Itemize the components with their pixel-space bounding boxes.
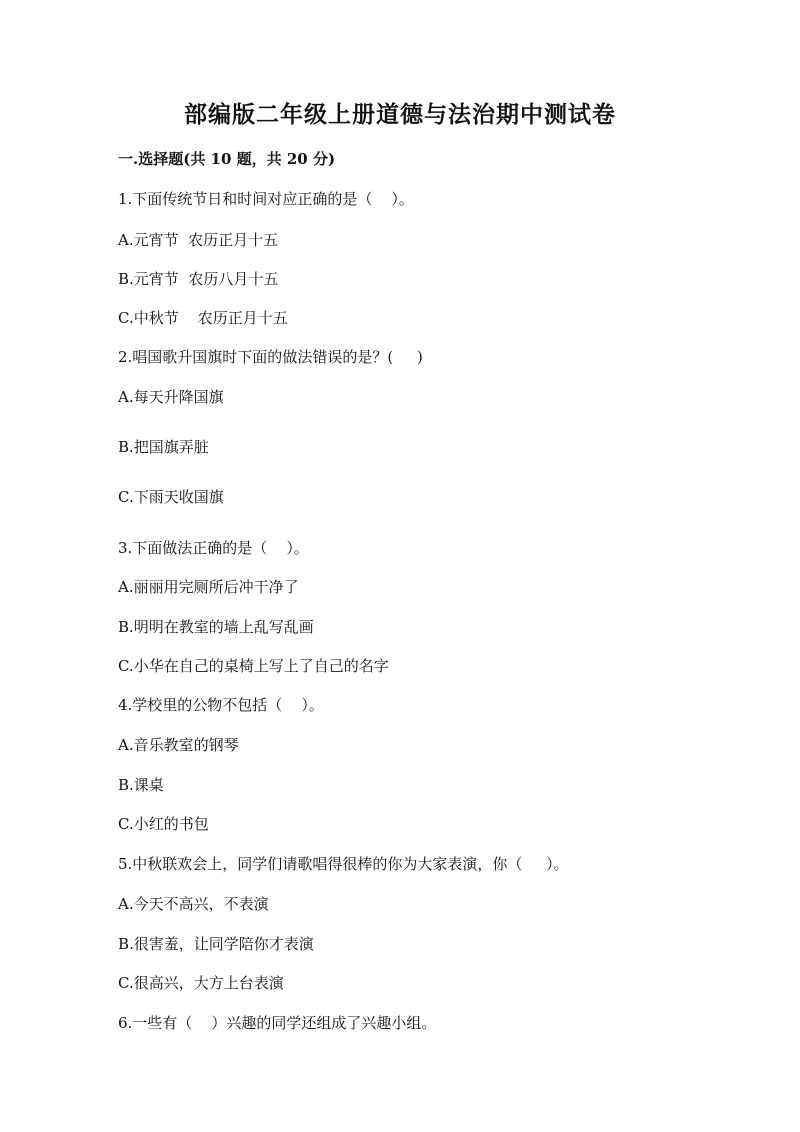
question-3-option-b: B.明明在教室的墙上乱写乱画: [118, 618, 314, 636]
question-1-option-c: C.中秋节 农历正月十五: [118, 309, 288, 327]
question-4-option-a: A.音乐教室的钢琴: [118, 736, 239, 754]
question-2-option-a: A.每天升降国旗: [118, 388, 224, 406]
question-5-option-b: B.很害羞，让同学陪你才表演: [118, 935, 314, 953]
question-5-option-c: C.很高兴，大方上台表演: [118, 974, 284, 992]
question-2-option-b: B.把国旗弄脏: [118, 438, 209, 456]
question-4-option-c: C.小红的书包: [118, 815, 209, 833]
question-1-option-a: A.元宵节 农历正月十五: [118, 231, 279, 249]
page-title: 部编版二年级上册道德与法治期中测试卷: [184, 101, 616, 128]
question-5-stem: 5.中秋联欢会上，同学们请歌唱得很棒的你为大家表演，你（ ）。: [118, 855, 569, 873]
section-heading: 一.选择题(共 10 题，共 20 分): [118, 150, 336, 168]
question-5-option-a: A.今天不高兴，不表演: [118, 895, 269, 913]
question-2-stem: 2.唱国歌升国旗时下面的做法错误的是？( ): [118, 348, 423, 366]
question-2-option-c: C.下雨天收国旗: [118, 488, 224, 506]
question-4-option-b: B.课桌: [118, 776, 164, 794]
question-1-option-b: B.元宵节 农历八月十五: [118, 270, 279, 288]
question-4-stem: 4.学校里的公物不包括（ ）。: [118, 696, 324, 714]
question-3-option-c: C.小华在自己的桌椅上写上了自己的名字: [118, 657, 389, 675]
question-3-stem: 3.下面做法正确的是（ ）。: [118, 539, 309, 557]
question-1-stem: 1.下面传统节日和时间对应正确的是（ ）。: [118, 190, 414, 208]
question-3-option-a: A.丽丽用完厕所后冲干净了: [118, 578, 299, 596]
question-6-stem: 6.一些有（ ）兴趣的同学还组成了兴趣小组。: [118, 1014, 437, 1032]
